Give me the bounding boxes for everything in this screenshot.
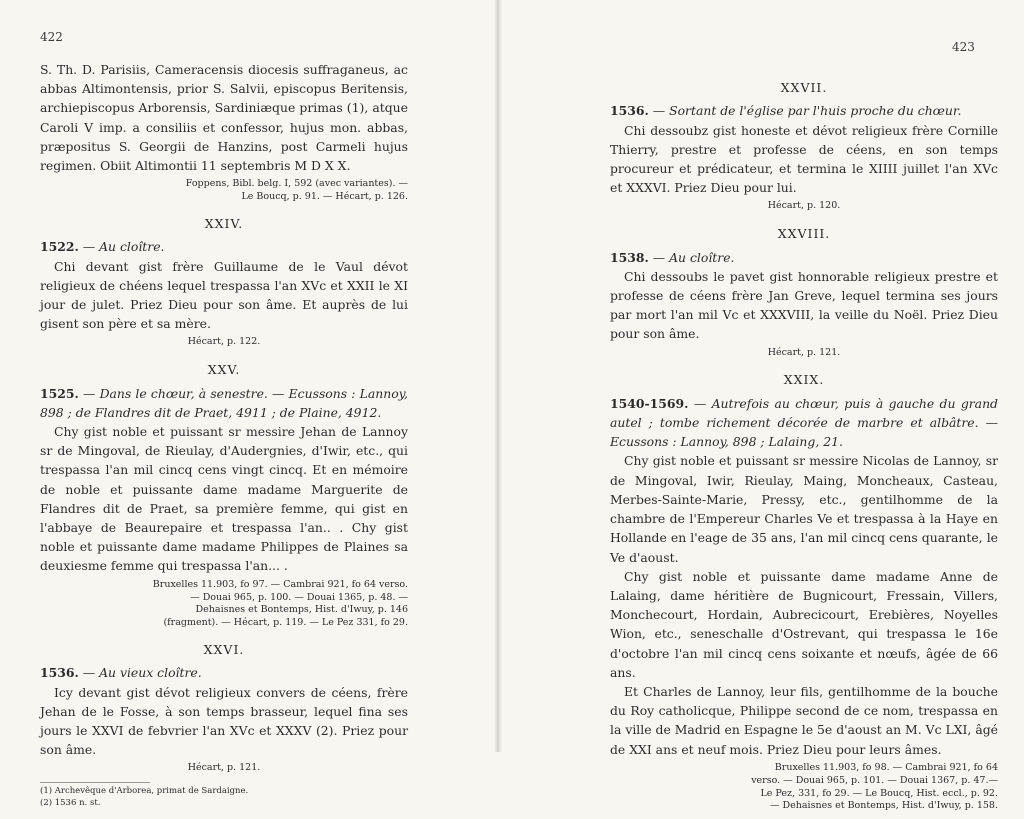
entry-reference: Hécart, p. 121. bbox=[767, 346, 841, 358]
reference-line: verso. — Douai 965, p. 101. — Douai 1367, p. 47.— bbox=[751, 774, 998, 786]
entry-paragraph: Chi dessoubz gist honeste et dévot religieux frère Cornille Thierry, prestre et professe de céens, en son temps procureur et prédicateur, et termina le XIIII juillet l'an XVc et XXXVI. Priez Dieu pour lui. bbox=[610, 122, 998, 196]
left-page bbox=[0, 0, 498, 808]
entry-paragraph: Chy gist noble et puissante dame madame Anne de Lalaing, dame héritière de Bugnicourt, Fressain, Villers, Monchecourt, Hordain, Aubrecicourt, Erebières, Noyelles Wion, etc., seneschalle d'Ostrevant, qui trespassa le 16e d'octobre l'an mil cincq cens soixante et nœufs, âgée de 66 ans. bbox=[610, 568, 998, 680]
entry-paragraph: Chi dessoubs le pavet gist honnorable religieux prestre et professe de céens frère Jan Greve, lequel termina ses jours par mort l'an mil Vc et XXXVIII, la veille du Noël. Priez Dieu pour son âme. bbox=[610, 268, 998, 342]
entry-location: — Sortant de l'église par l'huis proche du chœur. bbox=[652, 103, 962, 119]
entry-header bbox=[40, 663, 408, 682]
entry-location: — Au cloître. bbox=[652, 249, 735, 265]
right-page-number: 423 bbox=[952, 40, 975, 54]
entry-year: 1525. bbox=[40, 385, 79, 401]
entry-location: — Au cloître. bbox=[82, 239, 165, 255]
footnote: (1) Archevêque d'Arborea, primat de Sardaigne. bbox=[40, 786, 249, 797]
entry-year: 1536. bbox=[40, 665, 79, 681]
section-heading: XXIV. bbox=[204, 215, 244, 231]
entry-reference: Hécart, p. 121. bbox=[187, 762, 261, 774]
entry-year: 1538. bbox=[610, 249, 649, 265]
entry-references bbox=[610, 762, 998, 813]
footnotes bbox=[40, 782, 249, 809]
footnote: (2) 1536 n. st. bbox=[40, 797, 101, 808]
entry-paragraph: Et Charles de Lannoy, leur fils, gentilhomme de la bouche du Roy catholicque, Philippe second de ce nom, trespassa en la ville de Madrid en Espagne le 5e d'aoust an M. Vc LXI, âgé de XXI ans et neuf mois. Priez Dieu pour leurs âmes. bbox=[610, 684, 998, 757]
reference-line: Bruxelles 11.903, fo 97. — Cambrai 921, fo 64 verso. bbox=[152, 578, 408, 590]
section-heading: XXVIII. bbox=[777, 226, 831, 242]
entry-year: 1540-1569. bbox=[610, 395, 689, 411]
entry-paragraph: Chy gist noble et puissant sr messire Jehan de Lannoy sr de Mingoval, de Rieulay, d'Audergnies, d'Iwir, etc., qui trespassa l'an mil cincq cens vingt cincq. Et en mémoire de noble et puissante dame madame Marguerite de Flandres dit de Praet, sa première femme, qui gist en l'abbaye de Beaurepaire et trespassa l'an.. . Chy gist noble et puissante dame madame Philippes de Plaines sa deuxiesme femme qui trespassa l'an... . bbox=[40, 423, 408, 574]
reference-line: — Dehaisnes et Bontemps, Hist. d'Iwuy, p. 158. bbox=[770, 800, 998, 812]
reference-line: (fragment). — Hécart, p. 119. — Le Pez 331, fo 29. bbox=[163, 617, 408, 629]
entry-year: 1522. bbox=[40, 239, 79, 255]
section-heading: XXVI. bbox=[203, 641, 245, 657]
entry-paragraph: Chy gist noble et puissant sr messire Nicolas de Lannoy, sr de Mingoval, Iwir, Rieulay, Maing, Moncheaux, Casteau, Merbes-Sainte-Marie, Pressy, etc., gentilhomme de la chambre de l'Empereur Charles Ve et trespassa à la Haye en Hollande en l'eage de 35 ans, l'an mil cincq cens quarante, le Ve d'aoust. bbox=[610, 453, 998, 565]
section-heading: XXIX. bbox=[783, 372, 825, 388]
reference-line: Le Pez, 331, fo 29. — Le Boucq, Hist. eccl., p. 92. bbox=[760, 787, 998, 799]
section-heading: XXV. bbox=[207, 362, 241, 378]
entry-location: — Dans le chœur, à senestre. — Ecussons : Lannoy, 898 ; de Flandres dit de Praet, 4911 ; de Plaine, 4912. bbox=[40, 385, 408, 420]
entry-header bbox=[610, 394, 998, 452]
entry-paragraph: Chi devant gist frère Guillaume de le Vaul dévot religieux de chéens lequel trespassa l'an XVc et XXII le XI jour de julet. Priez Dieu pour son âme. Et auprès de lui gisent son père et sa mère. bbox=[40, 258, 408, 332]
reference-line: Le Boucq, p. 91. — Hécart, p. 126. bbox=[241, 191, 408, 203]
entry-reference: Hécart, p. 122. bbox=[187, 336, 261, 348]
left-page-number: 422 bbox=[40, 30, 63, 44]
entry-year: 1536. bbox=[610, 103, 649, 119]
entry-header bbox=[610, 101, 998, 120]
intro-references bbox=[40, 178, 408, 204]
entry-references bbox=[40, 579, 408, 630]
reference-line: Dehaisnes et Bontemps, Hist. d'Iwuy, p. 146 bbox=[195, 604, 408, 616]
right-page bbox=[500, 0, 1024, 812]
right-page-content bbox=[610, 68, 998, 819]
reference-line: — Douai 965, p. 100. — Douai 1365, p. 48. — bbox=[190, 591, 408, 603]
reference-line: Foppens, Bibl. belg. I, 592 (avec variantes). — bbox=[185, 178, 408, 190]
entry-reference: Hécart, p. 120. bbox=[767, 200, 841, 212]
entry-header bbox=[40, 384, 408, 422]
entry-paragraph: Icy devant gist dévot religieux convers de céens, frère Jehan de le Fosse, à son temps brasseur, lequel fina ses jours le XXVI de febvrier l'an XVc et XXXV (2). Priez pour son âme. bbox=[40, 684, 408, 758]
left-page-content bbox=[40, 60, 408, 809]
entry-header bbox=[610, 248, 998, 267]
reference-line: Bruxelles 11.903, fo 98. — Cambrai 921, fo 64 bbox=[774, 761, 998, 773]
intro-paragraph: S. Th. D. Parisiis, Cameracensis diocesis suffraganeus, ac abbas Altimontensis, prior S. Salvii, episcopus Beritensis, archiepiscopus Arborensis, Sardiniæque primas (1), atque Caroli V imp. a consiliis et confessor, hujus mon. abbas, præpositus S. Georgii de Hanzins, post Carmeli hujus regimen. Obiit Altimontii 11 septembris M D X X. bbox=[40, 62, 408, 174]
entry-location: — Autrefois au chœur, puis à gauche du grand autel ; tombe richement décorée de marbre et albâtre. — Ecussons : Lannoy, 898 ; Lalaing, 21. bbox=[610, 395, 998, 450]
entry-header bbox=[40, 237, 408, 256]
section-heading: XXVII. bbox=[780, 80, 828, 95]
entry-location: — Au vieux cloître. bbox=[82, 665, 202, 681]
